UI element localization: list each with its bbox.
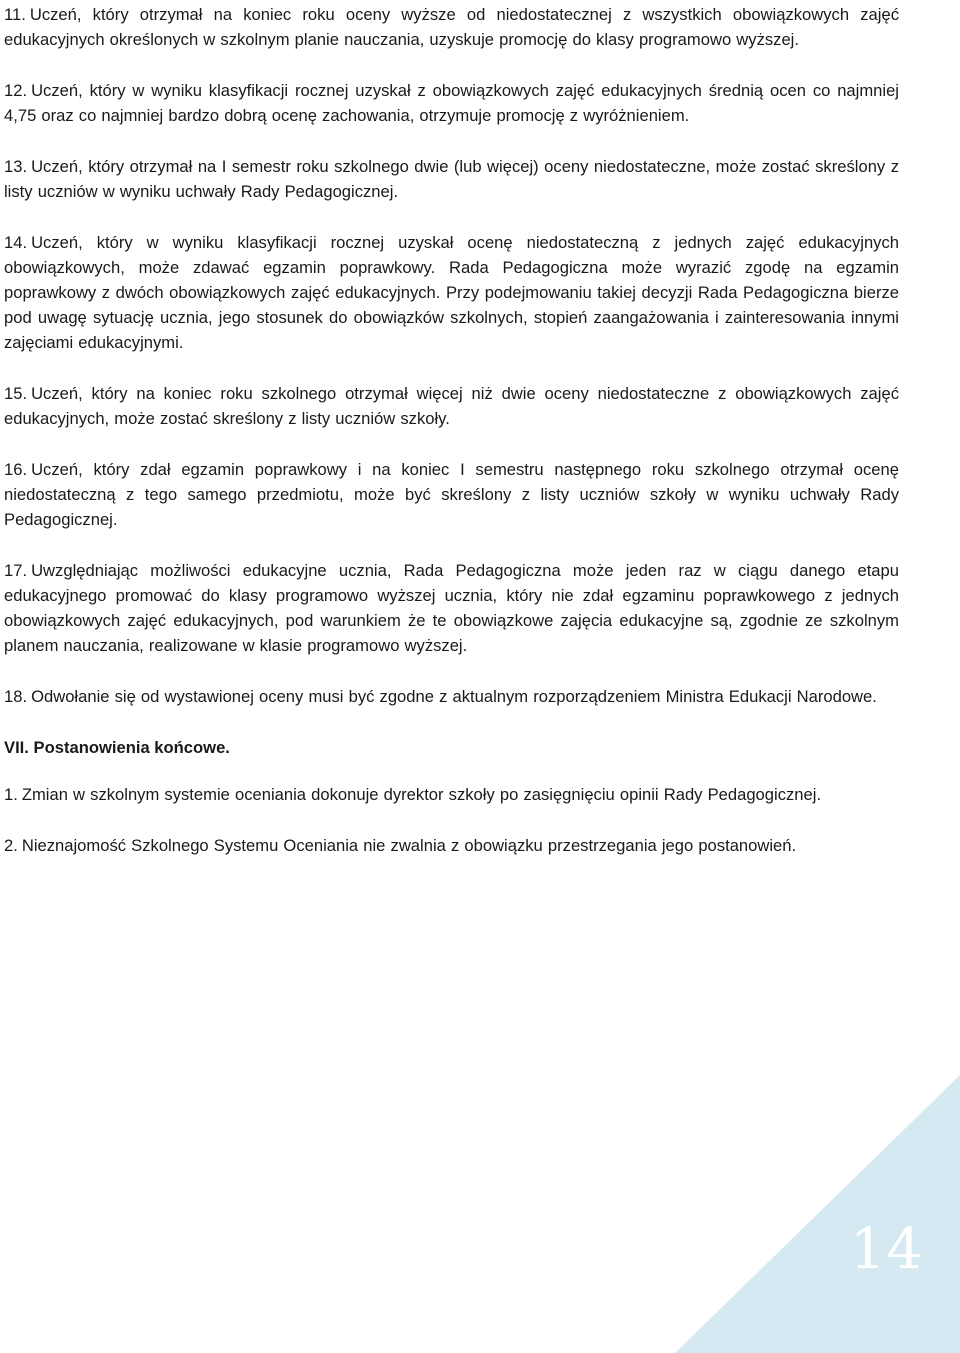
paragraph-13 [4,154,899,204]
paragraph-17 [4,558,899,658]
paragraph-number: 17. [4,561,28,580]
corner-decoration [675,1075,960,1353]
paragraph-18 [4,684,899,709]
paragraph-number: 14. [4,233,28,252]
paragraph-text: Uczeń, który zdał egzamin poprawkowy i na koniec I semestru następnego roku szkolnego otrzymał ocenę niedostateczną z tego samego przedmiotu, może być skreślony z listy uczniów szkoły w wyniku uchwały Rady Pedagogicznej. [4,460,899,529]
paragraph-15 [4,381,899,431]
paragraph-number: 12. [4,81,28,100]
paragraph-text: Nieznajomość Szkolnego Systemu Oceniania nie zwalnia z obowiązku przestrzegania jego postanowień. [21,836,797,855]
paragraph-number: 1. [4,785,18,804]
final-paragraph-2 [4,833,899,858]
document-body [4,2,899,884]
paragraph-number: 18. [4,687,28,706]
paragraph-number: 2. [4,836,18,855]
final-paragraph-1 [4,782,899,807]
paragraph-11 [4,2,899,52]
paragraph-14 [4,230,899,355]
paragraph-text: Uczeń, który na koniec roku szkolnego otrzymał więcej niż dwie oceny niedostateczne z obowiązkowych zajęć edukacyjnych, może zostać skreślony z listy uczniów szkoły. [4,384,899,428]
page-number: 14 [850,1217,924,1282]
paragraph-number: 11. [4,5,26,24]
paragraph-text: Uczeń, który otrzymał na I semestr roku szkolnego dwie (lub więcej) oceny niedostateczne, może zostać skreślony z listy uczniów w wyniku uchwały Rady Pedagogicznej. [4,157,899,201]
paragraph-text: Uczeń, który w wyniku klasyfikacji rocznej uzyskał z obowiązkowych zajęć edukacyjnych średnią ocen co najmniej 4,75 oraz co najmniej bardzo dobrą ocenę zachowania, otrzymuje promocję z wyróżnieniem. [4,81,899,125]
corner-triangle [675,1075,960,1353]
section-heading: VII. Postanowienia końcowe. [4,738,230,757]
paragraph-text: Uczeń, który w wyniku klasyfikacji rocznej uzyskał ocenę niedostateczną z jednych zajęć edukacyjnych obowiązkowych, może zdawać egzamin poprawkowy. Rada Pedagogiczna może wyrazić zgodę na egzamin poprawkowy z dwóch obowiązkowych zajęć edukacyjnych. Przy podejmowaniu takiej decyzji Rada Pedagogiczna bierze pod uwagę sytuację ucznia, jego stosunek do obowiązków szkolnych, stopień zaangażowania i zainteresowania innymi zajęciami edukacyjnymi. [4,233,899,352]
paragraph-16 [4,457,899,532]
paragraph-number: 16. [4,460,28,479]
paragraph-text: Zmian w szkolnym systemie oceniania dokonuje dyrektor szkoły po zasięgnięciu opinii Rady Pedagogicznej. [21,785,822,804]
paragraph-text: Odwołanie się od wystawionej oceny musi być zgodne z aktualnym rozporządzeniem Ministra Edukacji Narodowe. [31,687,877,706]
paragraph-12 [4,78,899,128]
paragraph-number: 15. [4,384,28,403]
paragraph-number: 13. [4,157,28,176]
paragraph-text: Uwzględniając możliwości edukacyjne ucznia, Rada Pedagogiczna może jeden raz w ciągu danego etapu edukacyjnego promować do klasy programowo wyższej ucznia, który nie zdał egzaminu poprawkowego z jednych obowiązkowych zajęć edukacyjnych, pod warunkiem że te obowiązkowe zajęcia edukacyjne są, zgodnie ze szkolnym planem nauczania, realizowane w klasie programowo wyższej. [4,561,899,655]
paragraph-text: Uczeń, który otrzymał na koniec roku oceny wyższe od niedostatecznej z wszystkich obowiązkowych zajęć edukacyjnych określonych w szkolnym planie nauczania, uzyskuje promocję do klasy programowo wyższej. [4,5,899,49]
